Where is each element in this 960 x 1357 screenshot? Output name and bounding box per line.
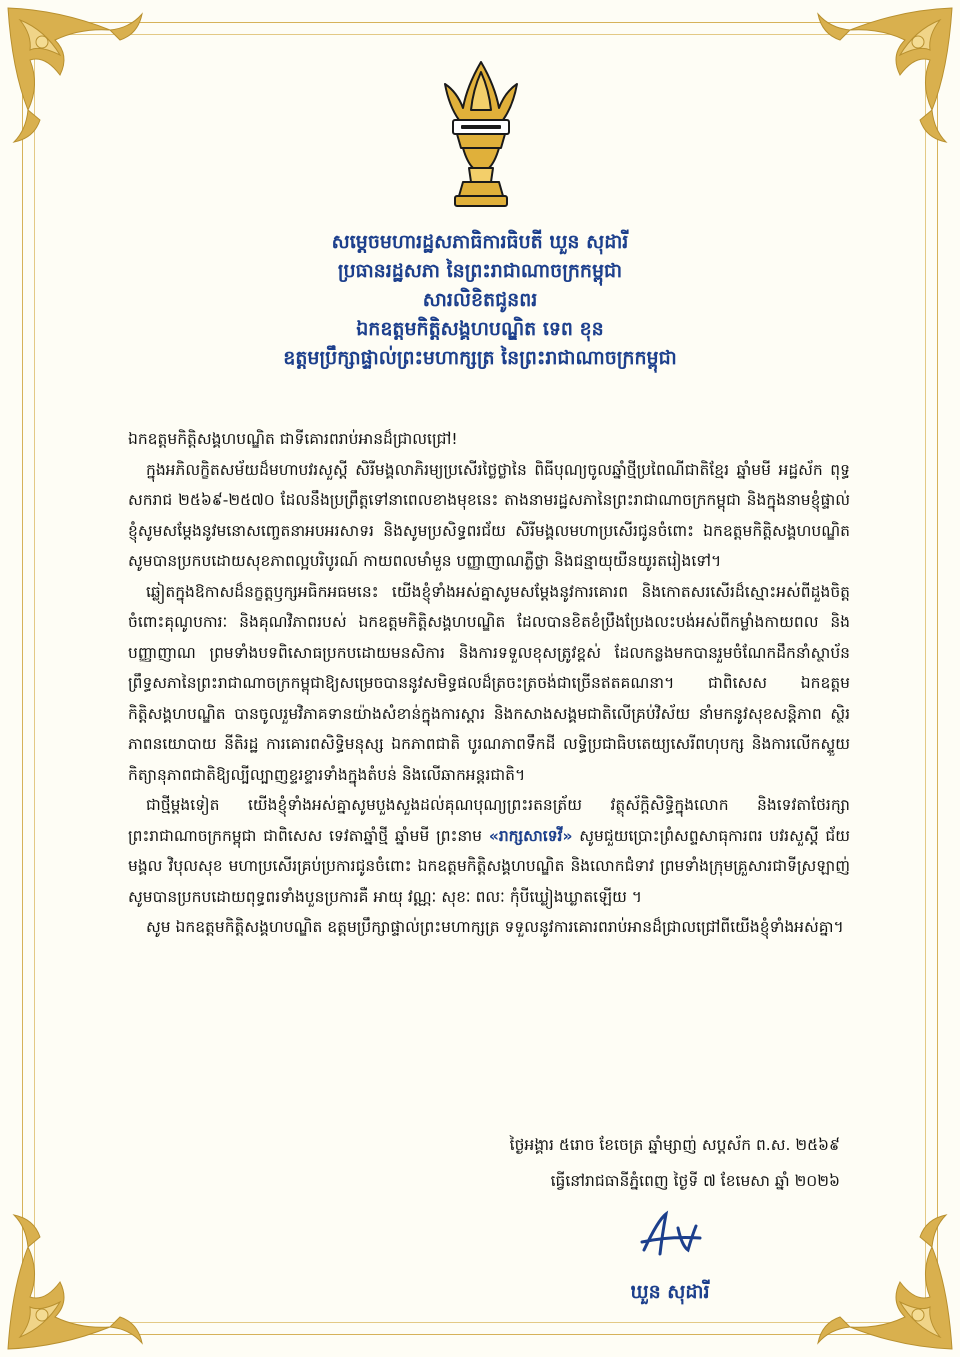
ornament-corner-bottom-right xyxy=(810,1207,960,1357)
paragraph-3-end: សូមជួយប្រោះព្រំសព្ទសាធុការពរ បវរសួស្ដី ជ័យមង្គល វិបុលសុខ មហាប្រសើរគ្រប់ប្រការជូនចំពោះ ឯកឧត្ដមកិត្តិសង្គហបណ្ឌិត និងលោកជំទាវ ព្រមទាំងក្រុមគ្រួសារជាទីស្រឡាញ់ សូមបានប្រកបដោយពុទ្ធពរទាំងបួនប្រការគឺ អាយុ វណ្ណៈ សុខៈ ពលៈ កុំបីឃ្លៀងឃ្លាតឡើយ ។ xyxy=(128,826,850,906)
solar-date: ធ្វើនៅរាជធានីភ្នំពេញ ថ្ងៃទី ៧ ខែមេសា ឆ្នាំ ២០២៦ xyxy=(550,1172,840,1190)
sender-position: ប្រធានរដ្ឋសភា នៃព្រះរាជាណាចក្រកម្ពុជា xyxy=(337,260,623,282)
new-year-angel-name: «រាក្សសាទេវី» xyxy=(488,826,573,845)
letter-body xyxy=(128,424,850,943)
sender-title: សម្ដេចមហារដ្ឋសភាធិការធិបតី ឃួន សុដារី xyxy=(331,231,629,253)
greeting: ឯកឧត្ដមកិត្តិសង្គហបណ្ឌិត ជាទីគោរពរាប់អានដ៏ជ្រាលជ្រៅ! xyxy=(128,430,458,448)
ornament-corner-top-left xyxy=(0,0,150,150)
paragraph-1: ក្នុងអភិលក្ខិតសម័យដ៏មហាបវរសួស្ដី សិរីមង្គលាភិរម្យប្រសើរថ្លៃថ្លានៃ ពិធីបុណ្យចូលឆ្នាំថ្មីប្រពៃណីជាតិខ្មែរ ឆ្នាំមមី អដ្ឋស័ក ពុទ្ធសករាជ ២៥៦៩-២៥៧០ ដែលនឹងប្រព្រឹត្តទៅនាពេលខាងមុខនេះ តាងនាមរដ្ឋសភានៃព្រះរាជាណាចក្រកម្ពុជា និងក្នុងនាមខ្ញុំផ្ទាល់ ខ្ញុំសូមសម្ដែងនូវមនោសញ្ចេតនាអបអរសាទរ និងសូមប្រសិទ្ធពរជ័យ សិរីមង្គលមហាប្រសើរជូនចំពោះ ឯកឧត្ដមកិត្តិសង្គហបណ្ឌិត សូមបានប្រកបដោយសុខភាពល្អបរិបូរណ៍ កាយពលមាំមួន បញ្ញាញាណភ្លឺថ្លា និងជន្មាយុយឺនយូរតរៀងទៅ។ xyxy=(128,460,850,570)
lunar-date: ថ្ងៃអង្គារ ៥រោច ខែចេត្រ ឆ្នាំម្សាញ់ សប្តស័ក ព.ស. ២៥៦៩ xyxy=(509,1136,840,1154)
letter-type: សារលិខិតជូនពរ xyxy=(422,289,538,311)
paragraph-3-start: ជាថ្មីម្ដងទៀត យើងខ្ញុំទាំងអស់គ្នាសូមបួងសួងដល់គុណបុណ្យព្រះរតនត្រ័យ វត្ថុស័ក្ដិសិទ្ធិក្នុងលោក និងទេវតាថែរក្សាព្រះរាជាណាចក្រកម្ពុជា ជាពិសេស ទេវតាឆ្នាំថ្មី ឆ្នាំមមី ព្រះនាម xyxy=(128,796,850,845)
handwritten-signature xyxy=(630,1206,710,1266)
signer-name: ឃួន សុដារី xyxy=(630,1281,710,1303)
paragraph-2: ឆ្លៀតក្នុងឱកាសដ៏នក្ខត្តឫក្សអធិកអធមនេះ យើងខ្ញុំទាំងអស់គ្នាសូមសម្ដែងនូវការគោរព និងកោតសរសើរដ៏ស្មោះអស់ពីដួងចិត្តចំពោះគុណូបការៈ និងគុណវិភាពរបស់ ឯកឧត្ដមកិត្តិសង្គហបណ្ឌិត ដែលបានខិតខំប្រឹងប្រែងលះបង់អស់ពីកម្លាំងកាយពល និងបញ្ញាញាណ ព្រមទាំងបទពិសោធប្រកបដោយមនសិការ និងការទទួលខុសត្រូវខ្ពស់ ដែលកន្លងមកបានរួមចំណែកដឹកនាំស្ថាប័នព្រឹទ្ធសភានៃព្រះរាជាណាចក្រកម្ពុជាឱ្យសម្រេចបាននូវសមិទ្ធផលដ៏ត្រចះត្រចង់ជាច្រើនឥតគណនា។ ជាពិសេស ឯកឧត្ដមកិត្តិសង្គហបណ្ឌិត បានចូលរួមវិភាគទានយ៉ាងសំខាន់ក្នុងការស្ដារ និងកសាងសង្គមជាតិលើគ្រប់វិស័យ នាំមកនូវសុខសន្តិភាព ស្ថិរភាពនយោបាយ នីតិរដ្ឋ ការគោរពសិទ្ធិមនុស្ស ឯកភាពជាតិ បូរណភាពទឹកដី លទ្ធិប្រជាធិបតេយ្យសេរីពហុបក្ស និងការលើកស្ទួយកិត្យានុភាពជាតិឱ្យល្បីល្បាញខ្ទរខ្ទារទាំងក្នុងតំបន់ និងលើឆាកអន្តរជាតិ។ xyxy=(128,582,850,784)
date-block xyxy=(420,1127,840,1199)
national-assembly-emblem-icon xyxy=(433,58,529,216)
paragraph-4: សូម ឯកឧត្ដមកិត្តិសង្គហបណ្ឌិត ឧត្ដមប្រឹក្សាផ្ទាល់ព្រះមហាក្សត្រ ទទួលនូវការគោរពរាប់អានដ៏ជ្រាលជ្រៅពីយើងខ្ញុំទាំងអស់គ្នា។ xyxy=(146,918,844,936)
letter-header xyxy=(80,228,880,373)
recipient-name: ឯកឧត្ដមកិត្តិសង្គហបណ្ឌិត ទេព ខុន xyxy=(356,318,604,340)
ornament-corner-top-right xyxy=(810,0,960,150)
paragraph-3 xyxy=(128,790,850,912)
recipient-position: ឧត្ដមប្រឹក្សាផ្ទាល់ព្រះមហាក្សត្រ នៃព្រះរាជាណាចក្រកម្ពុជា xyxy=(283,347,677,369)
ornament-corner-bottom-left xyxy=(0,1207,150,1357)
